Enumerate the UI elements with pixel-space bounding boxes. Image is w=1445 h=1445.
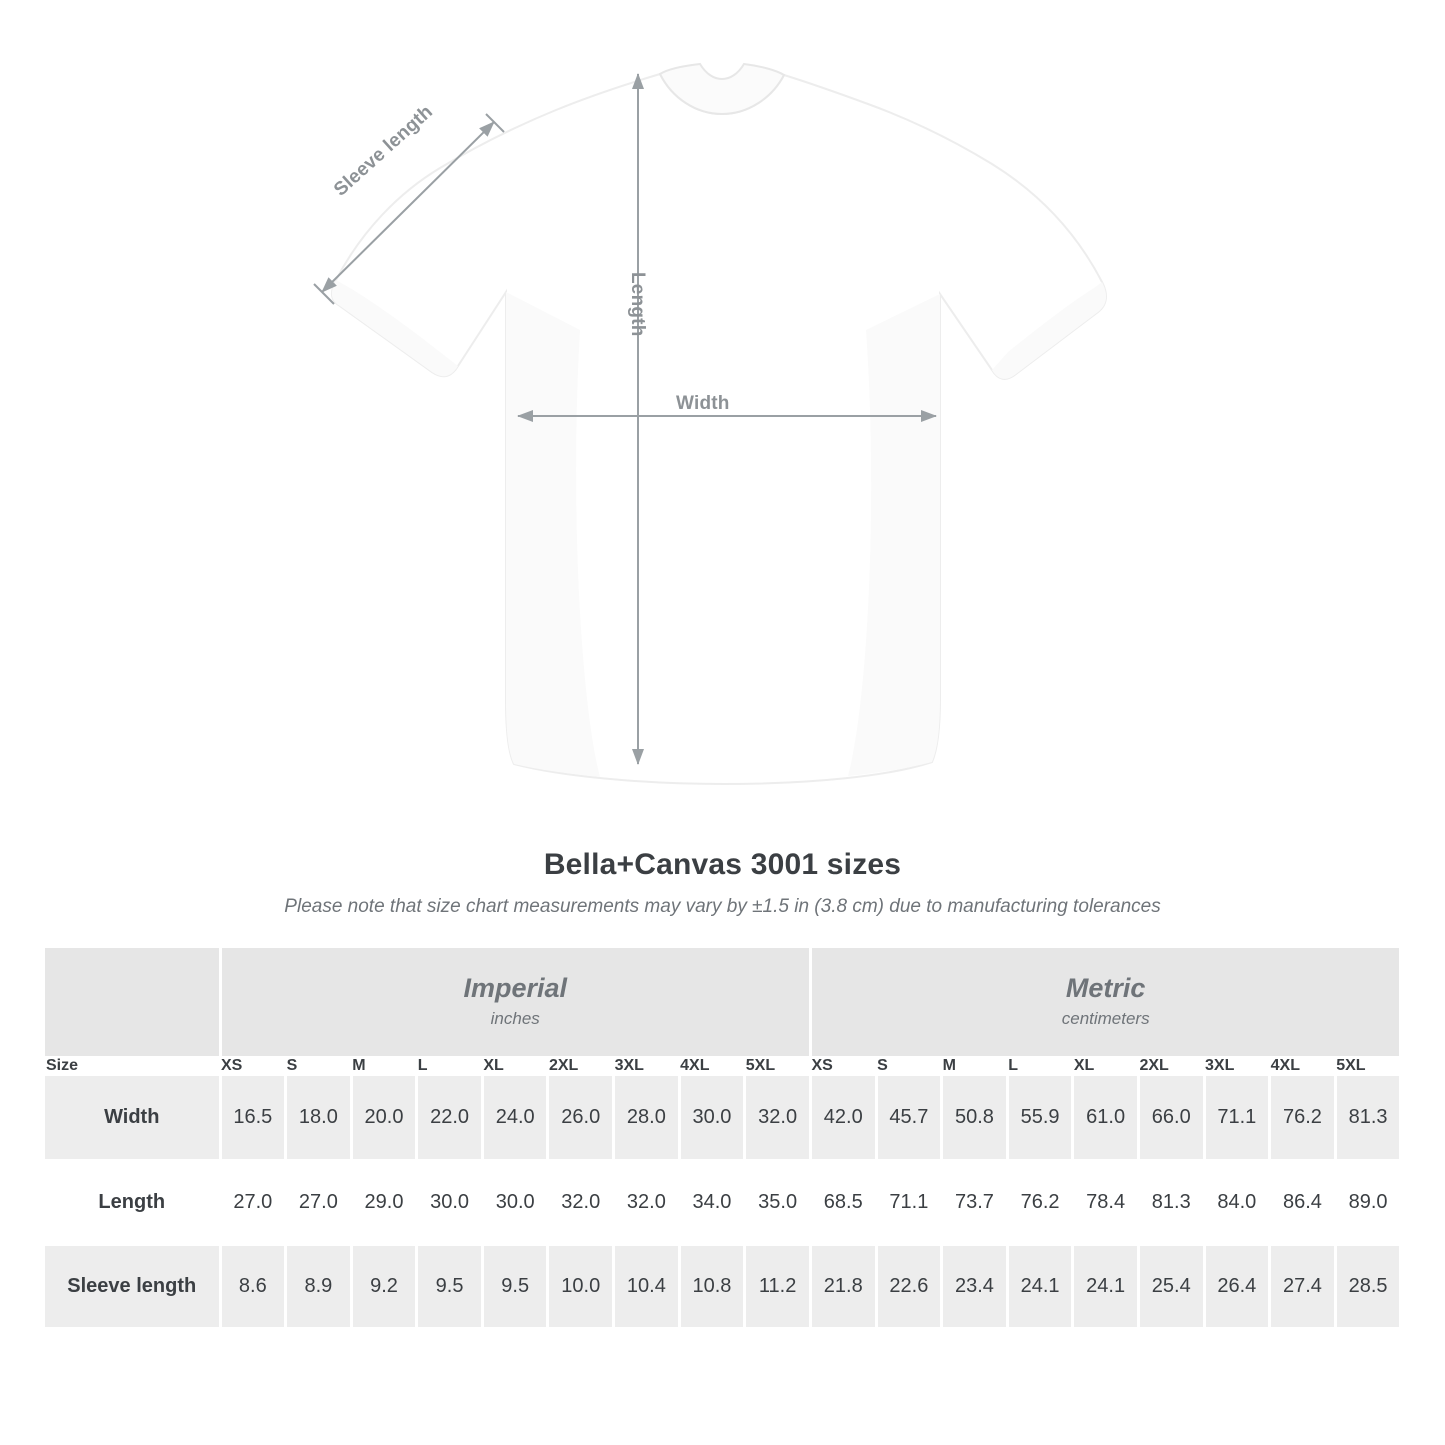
row-header-width: Width	[45, 1076, 220, 1160]
cell: 21.8	[810, 1244, 876, 1328]
table-row	[45, 1160, 1401, 1244]
cell: 71.1	[1204, 1076, 1270, 1160]
cell: 23.4	[942, 1244, 1008, 1328]
col-header: S	[286, 1056, 352, 1076]
col-header: M	[942, 1056, 1008, 1076]
cell: 27.0	[220, 1160, 286, 1244]
col-header: 5XL	[1335, 1056, 1401, 1076]
cell: 20.0	[351, 1076, 417, 1160]
cell: 8.6	[220, 1244, 286, 1328]
cell: 30.0	[482, 1160, 548, 1244]
col-header: XS	[220, 1056, 286, 1076]
cell: 30.0	[417, 1160, 483, 1244]
col-header: 2XL	[1138, 1056, 1204, 1076]
cell: 76.2	[1270, 1076, 1336, 1160]
cell: 18.0	[286, 1076, 352, 1160]
col-header: 4XL	[679, 1056, 745, 1076]
unit-imperial-sub: inches	[490, 1009, 540, 1029]
unit-header-row	[45, 948, 1401, 1056]
title-block	[0, 848, 1445, 918]
cell: 28.0	[614, 1076, 680, 1160]
unit-metric-sub: centimeters	[1061, 1009, 1150, 1029]
size-table	[45, 948, 1402, 1330]
cell: 22.0	[417, 1076, 483, 1160]
col-header: 5XL	[745, 1056, 811, 1076]
cell: 26.4	[1204, 1244, 1270, 1328]
cell: 81.3	[1138, 1160, 1204, 1244]
col-header: 4XL	[1270, 1056, 1336, 1076]
cell: 86.4	[1270, 1160, 1336, 1244]
col-header: 2XL	[548, 1056, 614, 1076]
column-header-row	[45, 1056, 1401, 1076]
cell: 28.5	[1335, 1244, 1401, 1328]
cell: 42.0	[810, 1076, 876, 1160]
unit-header-spacer	[45, 948, 220, 1056]
col-header: M	[351, 1056, 417, 1076]
cell: 71.1	[876, 1160, 942, 1244]
cell: 10.8	[679, 1244, 745, 1328]
cell: 25.4	[1138, 1244, 1204, 1328]
row-header-sleeve-length: Sleeve length	[45, 1244, 220, 1328]
cell: 22.6	[876, 1244, 942, 1328]
cell: 76.2	[1007, 1160, 1073, 1244]
cell: 55.9	[1007, 1076, 1073, 1160]
col-header: S	[876, 1056, 942, 1076]
cell: 32.0	[745, 1076, 811, 1160]
cell: 73.7	[942, 1160, 1008, 1244]
cell: 78.4	[1073, 1160, 1139, 1244]
table-row	[45, 1244, 1401, 1328]
cell: 24.0	[482, 1076, 548, 1160]
unit-metric-title: Metric	[1065, 972, 1146, 1003]
unit-group-metric	[810, 948, 1400, 1056]
size-header: Size	[45, 1056, 220, 1076]
table-row	[45, 1076, 1401, 1160]
cell: 29.0	[351, 1160, 417, 1244]
cell: 9.5	[417, 1244, 483, 1328]
cell: 84.0	[1204, 1160, 1270, 1244]
cell: 26.0	[548, 1076, 614, 1160]
cell: 81.3	[1335, 1076, 1401, 1160]
cell: 10.4	[614, 1244, 680, 1328]
col-header: XS	[810, 1056, 876, 1076]
cell: 30.0	[679, 1076, 745, 1160]
unit-group-imperial	[220, 948, 810, 1056]
cell: 8.9	[286, 1244, 352, 1328]
cell: 61.0	[1073, 1076, 1139, 1160]
tshirt-shape	[332, 64, 1106, 784]
tolerance-note: Please note that size chart measurements may vary by ±1.5 in (3.8 cm) due to manufacturing tolerances	[284, 896, 1161, 917]
col-header: L	[1007, 1056, 1073, 1076]
cell: 66.0	[1138, 1076, 1204, 1160]
cell: 27.0	[286, 1160, 352, 1244]
cell: 9.5	[482, 1244, 548, 1328]
cell: 32.0	[548, 1160, 614, 1244]
col-header: XL	[482, 1056, 548, 1076]
col-header: 3XL	[1204, 1056, 1270, 1076]
cell: 35.0	[745, 1160, 811, 1244]
length-label: Length	[627, 272, 648, 337]
cell: 68.5	[810, 1160, 876, 1244]
cell: 10.0	[548, 1244, 614, 1328]
cell: 89.0	[1335, 1160, 1401, 1244]
cell: 50.8	[942, 1076, 1008, 1160]
sleeve-length-label: Sleeve length	[330, 101, 438, 201]
size-table-wrap	[45, 948, 1400, 1330]
col-header: 3XL	[614, 1056, 680, 1076]
cell: 34.0	[679, 1160, 745, 1244]
cell: 16.5	[220, 1076, 286, 1160]
col-header: XL	[1073, 1056, 1139, 1076]
width-label: Width	[676, 393, 730, 414]
cell: 24.1	[1007, 1244, 1073, 1328]
col-header: L	[417, 1056, 483, 1076]
page-title: Bella+Canvas 3001 sizes	[543, 848, 902, 881]
cell: 45.7	[876, 1076, 942, 1160]
row-header-length: Length	[45, 1160, 220, 1244]
cell: 27.4	[1270, 1244, 1336, 1328]
cell: 9.2	[351, 1244, 417, 1328]
cell: 24.1	[1073, 1244, 1139, 1328]
unit-imperial-title: Imperial	[463, 972, 567, 1003]
cell: 32.0	[614, 1160, 680, 1244]
cell: 11.2	[745, 1244, 811, 1328]
